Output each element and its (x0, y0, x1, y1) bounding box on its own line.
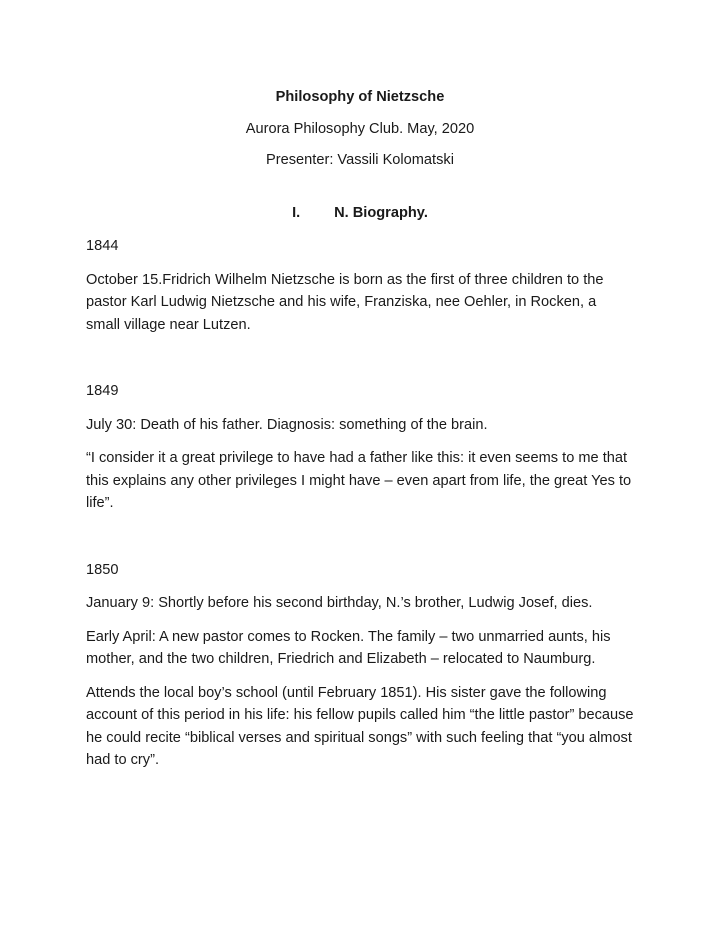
paragraph-1850-brother: January 9: Shortly before his second birthday, N.’s brother, Ludwig Josef, dies. (86, 595, 593, 611)
spacer (86, 526, 634, 559)
year-1850: 1850 (86, 561, 119, 578)
presenter-line: Presenter: Vassili Kolomatski (266, 152, 454, 168)
document-title: Philosophy of Nietzsche (275, 89, 445, 105)
paragraph-1844-birth: October 15.Fridrich Wilhelm Nietzsche is born as the first of three children to the pastor Karl Ludwig Nietzsche and his wife, Franziska, nee Oehler, in Rocken, a small village near Lutzen. (86, 271, 604, 333)
paragraph-1850-school: Attends the local boy’s school (until February 1851). His sister gave the following account of this period in his life: his fellow pupils called him “the little pastor” because he could recite “biblical verses and spiritual songs” with such feeling that “you almost had to cry”. (86, 684, 634, 768)
year-1849: 1849 (86, 383, 119, 399)
section-title: N. Biography. (334, 204, 428, 221)
spacer (86, 347, 634, 380)
section-number: I. (292, 204, 301, 221)
paragraph-1849-father-death: July 30: Death of his father. Diagnosis: something of the brain. (86, 416, 488, 433)
paragraph-1849-quote: “I consider it a great privilege to have had a father like this: it even seems to me that this explains any other privileges I might have – even apart from life, the great Yes to life”. (86, 450, 632, 511)
document-subtitle: Aurora Philosophy Club. May, 2020 (245, 120, 475, 137)
paragraph-1850-naumburg: Early April: A new pastor comes to Rocken. The family – two unmarried aunts, his mother, and the two children, Friedrich and Elizabeth – relocated to Naumburg. (86, 628, 611, 667)
year-1844: 1844 (86, 238, 119, 254)
section-heading (86, 202, 634, 225)
